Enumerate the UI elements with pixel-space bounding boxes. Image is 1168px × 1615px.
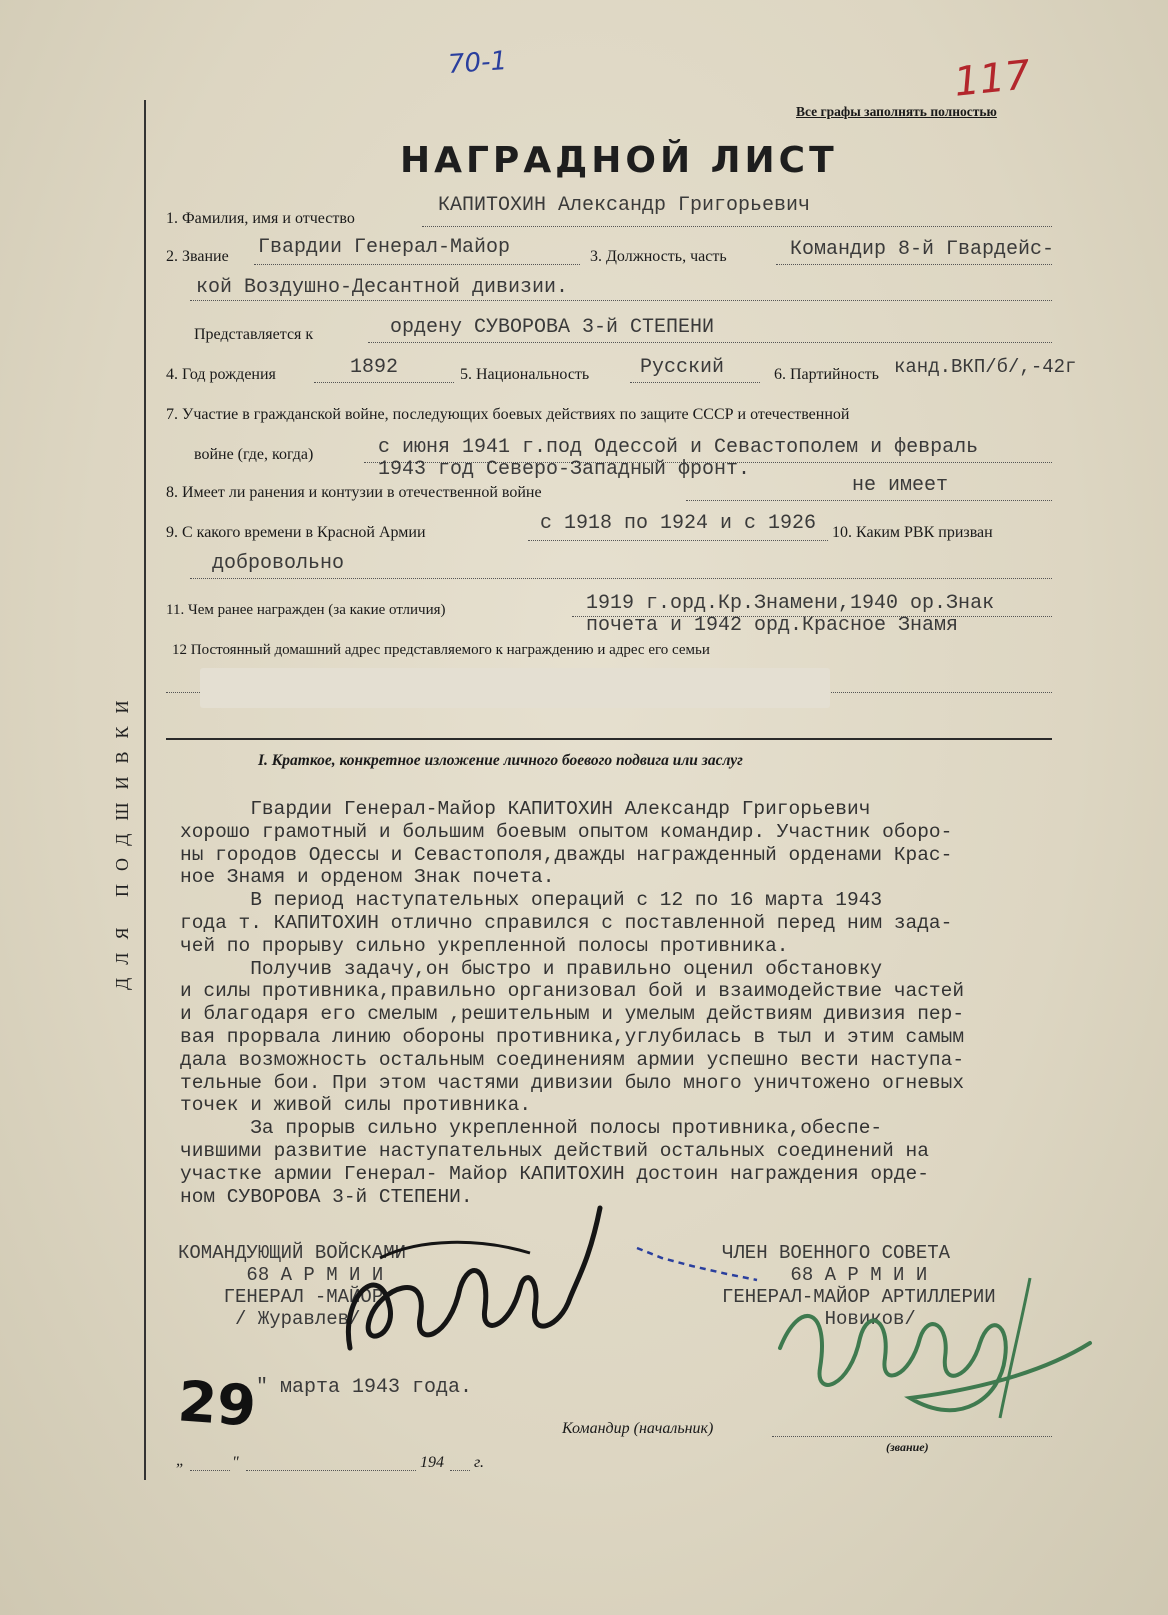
field-8-line xyxy=(686,500,1052,501)
field-7-value-line1: с июня 1941 г.под Одессой и Севастополем и февраль xyxy=(378,436,979,459)
archive-note-blue: 70-1 xyxy=(447,45,508,81)
field-9-label: 9. С какого времени в Красной Армии xyxy=(166,524,426,541)
presented-label: Представляется к xyxy=(194,326,314,343)
section-body xyxy=(180,798,964,1208)
body-line: ное Знамя и орденом Знак почета. xyxy=(180,866,555,889)
field-9-value: с 1918 по 1924 и с 1926 xyxy=(540,512,817,535)
field-11-value-line2: почета и 1942 орд.Красное Знамя xyxy=(586,614,959,637)
body-line: хорошо грамотный и большим боевым опытом командир. Участник оборо- xyxy=(180,820,953,843)
field-1-value: КАПИТОХИН Александр Григорьевич xyxy=(438,194,811,217)
signer-right-block: ЧЛЕН ВОЕННОГО СОВЕТА 68 А Р М И И ГЕНЕРАЛ-МАЙОР АРТИЛЛЕРИИ Новиков/ xyxy=(722,1242,996,1330)
fill-instruction: Все графы заполнять полностью xyxy=(796,104,997,119)
redacted-address-area xyxy=(200,668,830,708)
body-line: В период наступательных операций с 12 по 16 марта 1943 xyxy=(180,889,883,912)
field-7-label-line1: 7. Участие в гражданской войне, последующих боевых действиях по защите СССР и отечественной xyxy=(166,406,850,423)
field-6-label: 6. Партийность xyxy=(774,366,879,383)
body-line: и силы противника,правильно организовал бой и взаимодействие частей xyxy=(180,980,965,1003)
body-line: Получив задачу,он быстро и правильно оценил обстановку xyxy=(180,957,883,980)
page-title: НАГРАДНОЙ ЛИСТ xyxy=(400,140,838,181)
sheet-number-red: 117 xyxy=(951,52,1033,106)
body-line: точек и живой силы противника. xyxy=(180,1094,532,1117)
date-day-handwritten: 29 xyxy=(175,1369,259,1440)
field-2-label: 2. Звание xyxy=(166,248,229,265)
field-3-label: 3. Должность, часть xyxy=(590,248,727,265)
field-2-line xyxy=(254,264,580,265)
signature-left-image xyxy=(320,1198,620,1368)
section-heading: I. Краткое, конкретное изложение личного боевого подвига или заслуг xyxy=(258,752,743,769)
field-12-label: 12 Постоянный домашний адрес представляемого к награждению и адрес его семьи xyxy=(172,642,710,658)
body-line: ном СУВОРОВА 3-й СТЕПЕНИ. xyxy=(180,1185,473,1208)
body-line: Гвардии Генерал-Майор КАПИТОХИН Александр Григорьевич xyxy=(180,798,871,820)
body-line: ны городов Одессы и Севастополя,дважды награжденный орденами Крас- xyxy=(180,843,953,866)
presented-line xyxy=(368,342,1052,343)
commander-line xyxy=(772,1436,1052,1437)
side-binding-text: ДЛЯ ПОДШИВКИ xyxy=(112,687,132,990)
footer-date-quote-open: „ xyxy=(176,1452,185,1469)
field-5-label: 5. Национальность xyxy=(460,366,590,383)
body-line: чившими развитие наступательных действий остальных соединений на xyxy=(180,1139,929,1162)
body-line: и благодаря его смелым ,решительным и умелым действиям дивизия пер- xyxy=(180,1003,965,1026)
date-text: " марта 1943 года. xyxy=(256,1376,473,1399)
signer-left-block: КОМАНДУЮЩИЙ ВОЙСКАМИ 68 А Р М И И ГЕНЕРАЛ -МАЙОР / Журавлев/ xyxy=(178,1242,407,1330)
field-10-value: добровольно xyxy=(212,552,345,575)
field-3-value: Командир 8-й Гвардейс- xyxy=(790,238,1055,261)
field-4-label: 4. Год рождения xyxy=(166,366,276,383)
body-line: года т. КАПИТОХИН отлично справился с поставленной перед ним зада- xyxy=(180,911,953,934)
section-separator xyxy=(166,738,1052,740)
field-10-label: 10. Каким РВК призван xyxy=(832,524,993,541)
body-line: За прорыв сильно укрепленной полосы противника,обеспе- xyxy=(180,1117,883,1140)
field-4-line xyxy=(314,382,454,383)
footer-day-line xyxy=(190,1470,230,1471)
footer-year-prefix: 194 xyxy=(420,1454,444,1471)
field-11-label: 11. Чем ранее награжден (за какие отличия) xyxy=(166,602,446,618)
field-10-line xyxy=(190,578,1052,579)
field-3-value-line2: кой Воздушно-Десантной дивизии. xyxy=(196,276,569,299)
field-5-line xyxy=(630,382,760,383)
field-3-line2 xyxy=(190,300,1052,301)
footer-date-quote-close: " xyxy=(232,1454,239,1471)
field-4-value: 1892 xyxy=(350,356,399,379)
presented-value: ордену СУВОРОВА 3-й СТЕПЕНИ xyxy=(390,316,715,339)
footer-year-line xyxy=(450,1470,470,1471)
signature-right-image xyxy=(760,1238,1100,1438)
field-1-line xyxy=(422,226,1052,227)
footer-month-line xyxy=(246,1470,416,1471)
field-8-label: 8. Имеет ли ранения и контузии в отечественной войне xyxy=(166,484,542,501)
field-3-line xyxy=(776,264,1052,265)
commander-label: Командир (начальник) xyxy=(562,1420,714,1437)
field-6-value: канд.ВКП/б/,-42г xyxy=(894,356,1077,378)
footer-year-suffix: г. xyxy=(474,1454,485,1471)
body-line: дала возможность остальным соединениям армии успешно вести наступа- xyxy=(180,1048,965,1071)
field-9-line xyxy=(528,540,828,541)
body-line: тельные бои. При этом частями дивизии было много уничтожено огневых xyxy=(180,1071,965,1094)
field-7-value-line2: 1943 год Северо-Западный фронт. xyxy=(378,458,751,481)
field-2-value: Гвардии Генерал-Майор xyxy=(258,236,511,259)
field-7-label-line2: войне (где, когда) xyxy=(194,446,314,463)
body-line: вая прорвала линию обороны противника,углубилась в тыл и этим самым xyxy=(180,1025,965,1048)
field-11-value-line1: 1919 г.орд.Кр.Знамени,1940 ор.Знак xyxy=(586,592,995,615)
field-8-value: не имеет xyxy=(852,474,949,497)
field-5-value: Русский xyxy=(640,356,725,379)
blue-pen-mark xyxy=(632,1240,762,1300)
field-1-label: 1. Фамилия, имя и отчество xyxy=(166,210,355,227)
body-line: участке армии Генерал- Майор КАПИТОХИН достоин награждения орде- xyxy=(180,1162,929,1185)
body-line: чей по прорыву сильно укрепленной полосы противника. xyxy=(180,934,789,957)
rank-caption: (звание) xyxy=(886,1440,929,1454)
binding-margin-line xyxy=(144,100,146,1480)
